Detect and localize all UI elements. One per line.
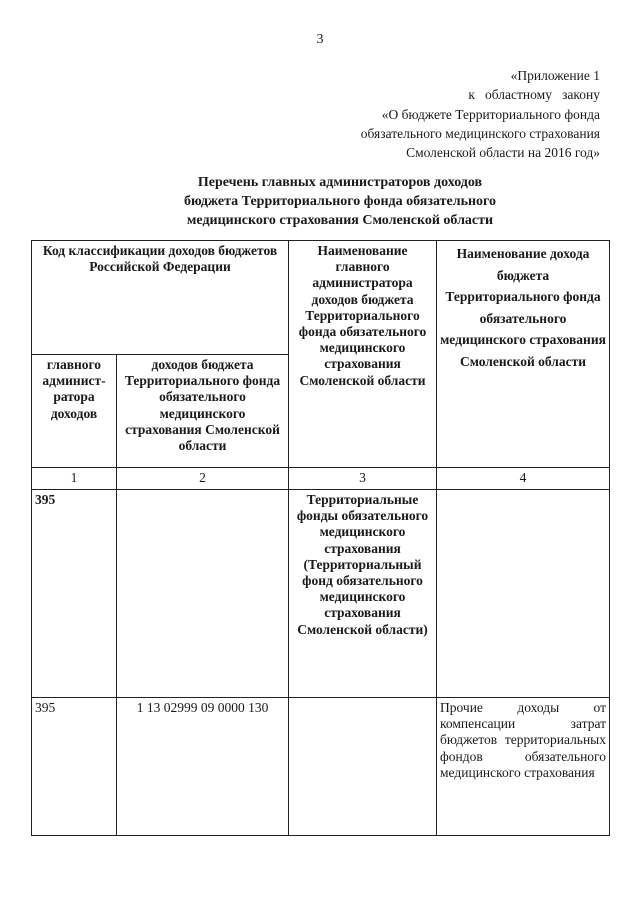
appendix-line: «Приложение 1 (510, 68, 600, 83)
income-name-cell (437, 490, 610, 698)
admin-name-cell (289, 698, 437, 836)
header-code-classification: Код классификации доходов бюджетов Российской Федерации (32, 241, 289, 355)
header-income-code: доходов бюджета Территориального фонда обязательного медицинского страхования Смоленской области (117, 355, 289, 468)
income-code-cell (117, 490, 289, 698)
page-number: 3 (316, 32, 324, 47)
document-title (0, 173, 640, 230)
appendix-line: «О бюджете Территориального фонда (381, 106, 600, 122)
column-number: 2 (117, 468, 289, 490)
column-number: 4 (437, 468, 610, 490)
admin-code-cell: 395 (32, 490, 117, 698)
title-line: медицинского страхования Смоленской области (186, 213, 494, 228)
table-row (32, 490, 610, 698)
title-line: бюджета Территориального фонда обязательного (183, 194, 497, 209)
table-row (32, 698, 610, 836)
header-admin-code: главного админист-ратора доходов (32, 355, 117, 468)
appendix-line: Смоленской области на 2016 год» (406, 145, 600, 161)
column-number: 3 (289, 468, 437, 490)
appendix-note (361, 66, 600, 162)
header-income-name: Наименование дохода бюджета Территориального фонда обязательного медицинского страхования Смоленской области (437, 241, 610, 468)
appendix-line: к областному закону (468, 87, 600, 103)
income-code-cell: 1 13 02999 09 0000 130 (117, 698, 289, 836)
header-admin-name: Наименование главного администратора доходов бюджета Территориального фонда обязательного медицинского страхования Смоленской области (289, 241, 437, 468)
admin-name-cell: Территориальные фонды обязательного медицинского страхования (Территориальный фонд обязательного медицинского страхования Смоленской области) (289, 490, 437, 698)
income-name-cell: Прочие доходы от компенсации затрат бюджетов территориальных фондов обязательного медицинского страхования (437, 698, 610, 836)
administrators-table (31, 240, 610, 836)
title-line: Перечень главных администраторов доходов (197, 175, 483, 190)
column-number: 1 (32, 468, 117, 490)
appendix-line: обязательного медицинского страхования (360, 125, 600, 141)
admin-code-cell: 395 (32, 698, 117, 836)
